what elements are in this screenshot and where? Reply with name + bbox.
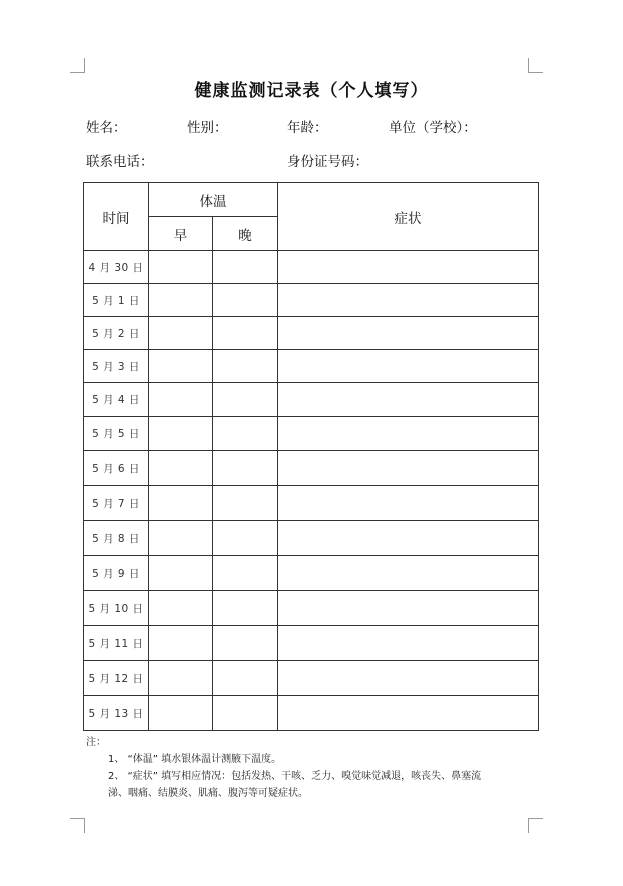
id-number-field-label: 身份证号码： bbox=[287, 154, 368, 170]
evening-temp-cell[interactable] bbox=[213, 696, 278, 731]
date-cell: 4 月 30 日 bbox=[84, 251, 149, 284]
symptom-cell[interactable] bbox=[278, 317, 539, 350]
symptom-cell[interactable] bbox=[278, 626, 539, 661]
table-row bbox=[84, 556, 539, 591]
morning-temp-cell[interactable] bbox=[149, 451, 213, 486]
table-row bbox=[84, 350, 539, 383]
notes-section bbox=[86, 734, 481, 802]
date-cell: 5 月 3 日 bbox=[84, 350, 149, 383]
crop-mark-top-right bbox=[528, 58, 543, 73]
date-cell: 5 月 13 日 bbox=[84, 696, 149, 731]
evening-temp-cell[interactable] bbox=[213, 521, 278, 556]
symptom-cell[interactable] bbox=[278, 417, 539, 451]
evening-temp-cell[interactable] bbox=[213, 626, 278, 661]
date-cell: 5 月 1 日 bbox=[84, 284, 149, 317]
crop-mark-bottom-left bbox=[70, 818, 85, 833]
table-row bbox=[84, 284, 539, 317]
evening-temp-cell[interactable] bbox=[213, 350, 278, 383]
table-row bbox=[84, 521, 539, 556]
symptom-cell[interactable] bbox=[278, 661, 539, 696]
crop-mark-bottom-right bbox=[528, 818, 543, 833]
symptom-cell[interactable] bbox=[278, 521, 539, 556]
table-row bbox=[84, 696, 539, 731]
date-cell: 5 月 7 日 bbox=[84, 486, 149, 521]
table-row bbox=[84, 486, 539, 521]
morning-temp-cell[interactable] bbox=[149, 251, 213, 284]
symptom-cell[interactable] bbox=[278, 556, 539, 591]
page-title: 健康监测记录表（个人填写） bbox=[194, 81, 429, 101]
morning-temp-cell[interactable] bbox=[149, 556, 213, 591]
evening-temp-cell[interactable] bbox=[213, 317, 278, 350]
morning-temp-cell[interactable] bbox=[149, 626, 213, 661]
header-evening: 晚 bbox=[213, 217, 278, 251]
name-field-label: 姓名： bbox=[86, 120, 127, 136]
date-cell: 5 月 2 日 bbox=[84, 317, 149, 350]
symptom-cell[interactable] bbox=[278, 486, 539, 521]
morning-temp-cell[interactable] bbox=[149, 661, 213, 696]
morning-temp-cell[interactable] bbox=[149, 383, 213, 417]
date-cell: 5 月 8 日 bbox=[84, 521, 149, 556]
symptom-cell[interactable] bbox=[278, 591, 539, 626]
header-morning: 早 bbox=[149, 217, 213, 251]
evening-temp-cell[interactable] bbox=[213, 417, 278, 451]
evening-temp-cell[interactable] bbox=[213, 451, 278, 486]
unit-field-label: 单位（学校）： bbox=[389, 120, 477, 136]
symptom-cell[interactable] bbox=[278, 696, 539, 731]
note-symptom-continued: 涕、咽痛、结膜炎、肌痛、腹泻等可疑症状。 bbox=[108, 788, 308, 799]
notes-label: 注： bbox=[86, 737, 106, 748]
header-temperature: 体温 bbox=[149, 183, 278, 217]
date-cell: 5 月 11 日 bbox=[84, 626, 149, 661]
evening-temp-cell[interactable] bbox=[213, 661, 278, 696]
date-cell: 5 月 9 日 bbox=[84, 556, 149, 591]
morning-temp-cell[interactable] bbox=[149, 317, 213, 350]
morning-temp-cell[interactable] bbox=[149, 521, 213, 556]
table-row bbox=[84, 661, 539, 696]
table-row bbox=[84, 417, 539, 451]
date-cell: 5 月 4 日 bbox=[84, 383, 149, 417]
gender-field-label: 性别： bbox=[187, 120, 228, 136]
morning-temp-cell[interactable] bbox=[149, 350, 213, 383]
morning-temp-cell[interactable] bbox=[149, 591, 213, 626]
crop-mark-top-left bbox=[70, 58, 85, 73]
phone-field-label: 联系电话： bbox=[86, 154, 154, 170]
date-cell: 5 月 10 日 bbox=[84, 591, 149, 626]
evening-temp-cell[interactable] bbox=[213, 556, 278, 591]
note-symptom: 2、 “症状” 填写相应情况：包括发热、干咳、乏力、嗅觉味觉减退，咳丧失、鼻塞流 bbox=[108, 771, 482, 782]
symptom-cell[interactable] bbox=[278, 451, 539, 486]
header-symptom: 症状 bbox=[278, 183, 539, 251]
evening-temp-cell[interactable] bbox=[213, 383, 278, 417]
date-cell: 5 月 5 日 bbox=[84, 417, 149, 451]
table-row bbox=[84, 591, 539, 626]
date-cell: 5 月 6 日 bbox=[84, 451, 149, 486]
table-row bbox=[84, 317, 539, 350]
header-time: 时间 bbox=[84, 183, 149, 251]
symptom-cell[interactable] bbox=[278, 383, 539, 417]
table-row bbox=[84, 626, 539, 661]
morning-temp-cell[interactable] bbox=[149, 696, 213, 731]
age-field-label: 年龄： bbox=[287, 120, 328, 136]
morning-temp-cell[interactable] bbox=[149, 417, 213, 451]
morning-temp-cell[interactable] bbox=[149, 486, 213, 521]
table-row bbox=[84, 451, 539, 486]
table-row bbox=[84, 251, 539, 284]
symptom-cell[interactable] bbox=[278, 350, 539, 383]
symptom-cell[interactable] bbox=[278, 284, 539, 317]
symptom-cell[interactable] bbox=[278, 251, 539, 284]
health-record-table bbox=[83, 182, 539, 731]
evening-temp-cell[interactable] bbox=[213, 284, 278, 317]
evening-temp-cell[interactable] bbox=[213, 486, 278, 521]
evening-temp-cell[interactable] bbox=[213, 251, 278, 284]
evening-temp-cell[interactable] bbox=[213, 591, 278, 626]
date-cell: 5 月 12 日 bbox=[84, 661, 149, 696]
note-temperature: 1、 “体温” 填水银体温计测腋下温度。 bbox=[108, 754, 282, 765]
morning-temp-cell[interactable] bbox=[149, 284, 213, 317]
table-row bbox=[84, 383, 539, 417]
